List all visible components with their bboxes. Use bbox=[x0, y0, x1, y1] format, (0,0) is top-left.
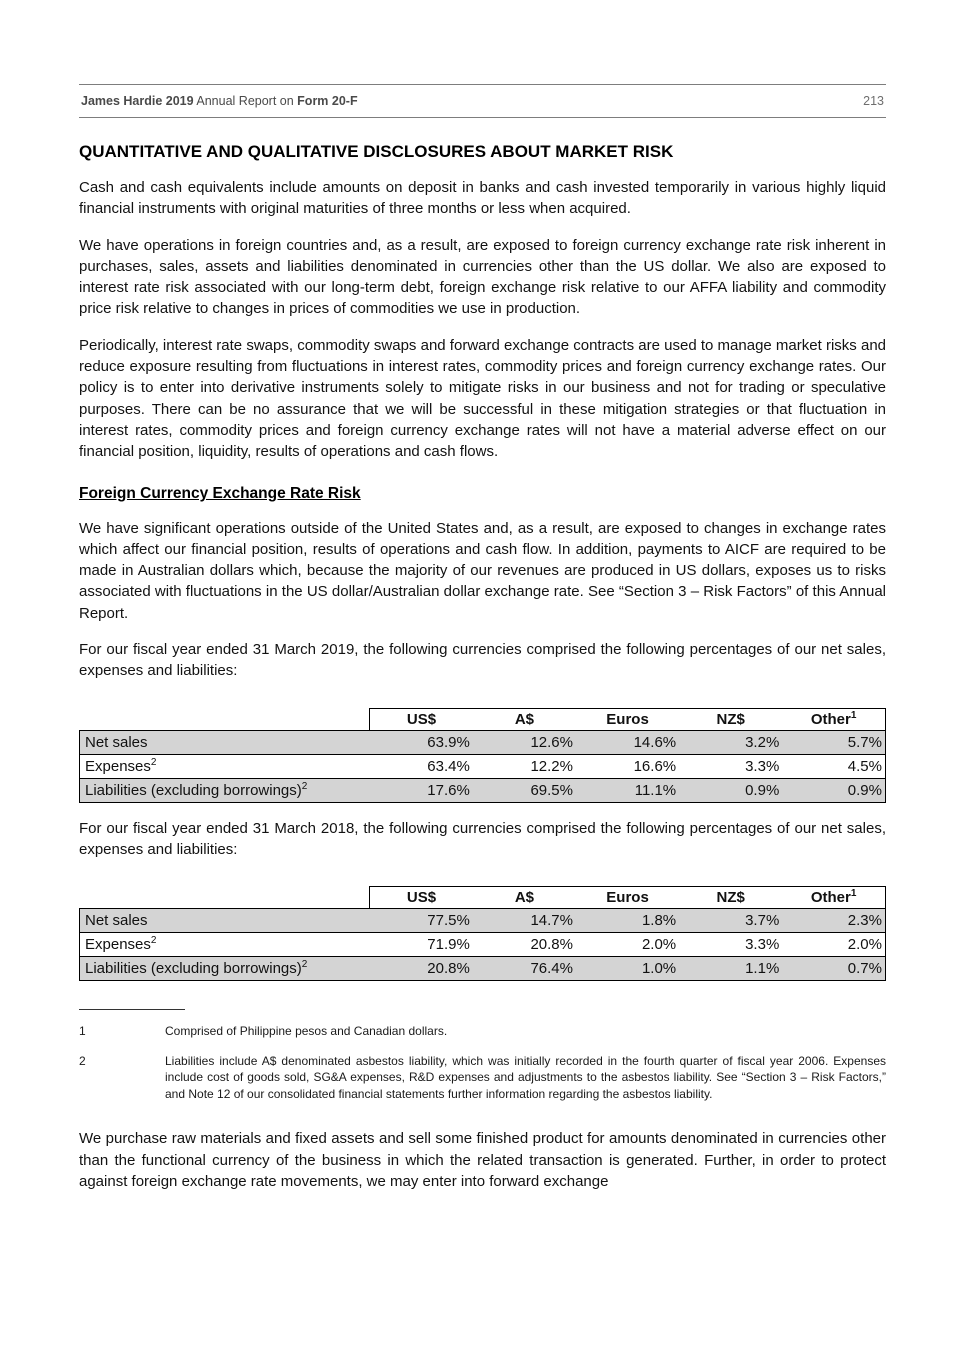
document-title: QUANTITATIVE AND QUALITATIVE DISCLOSURES ABOUT MARKET RISK bbox=[79, 142, 674, 161]
column-header-other: Other$^1$ bbox=[782, 708, 885, 730]
report-title-company: James Hardie 2019 bbox=[81, 94, 194, 108]
fy2019-currency-table bbox=[79, 708, 886, 803]
cell-value: 2.0% bbox=[576, 933, 679, 957]
cell-value: 1.1% bbox=[679, 957, 782, 981]
paragraph-fy2019-intro: For our fiscal year ended 31 March 2019, the following currencies comprised the following percentages of our net sales, expenses and liabilities: bbox=[79, 641, 886, 680]
table-row-net-sales bbox=[80, 909, 886, 933]
cell-value: 1.0% bbox=[576, 957, 679, 981]
row-label: Expenses$^2$ bbox=[80, 933, 370, 957]
row-label: Expenses$^2$ bbox=[80, 754, 370, 778]
header-bottom-rule bbox=[79, 117, 886, 118]
cell-value: 20.8% bbox=[473, 933, 576, 957]
report-title-middle: Annual Report on bbox=[196, 94, 294, 108]
column-header-usd: US$ bbox=[370, 887, 473, 909]
paragraph-closing: We purchase raw materials and fixed assets and sell some finished product for amounts denominated in currencies other than the functional currency of the business in which the related transaction is generated. Further, in order to protect against foreign exchange rate movements, we may enter into forward exchange bbox=[79, 1130, 886, 1191]
cell-value: 71.9% bbox=[370, 933, 473, 957]
cell-value: 17.6% bbox=[370, 778, 473, 802]
cell-value: 4.5% bbox=[782, 754, 885, 778]
cell-value: 3.2% bbox=[679, 730, 782, 754]
row-label: Net sales bbox=[80, 909, 370, 933]
cell-value: 0.7% bbox=[782, 957, 885, 981]
footnote-number: 2 bbox=[79, 1053, 86, 1068]
footnote-1 bbox=[79, 1023, 886, 1040]
row-label: Net sales bbox=[80, 730, 370, 754]
column-header-nzd: NZ$ bbox=[679, 708, 782, 730]
table-row-liabilities bbox=[80, 778, 886, 802]
column-header-usd: US$ bbox=[370, 708, 473, 730]
cell-value: 63.9% bbox=[370, 730, 473, 754]
cell-value: 14.6% bbox=[576, 730, 679, 754]
footnote-text: Comprised of Philippine pesos and Canadian dollars. bbox=[165, 1024, 448, 1039]
table-row-expenses bbox=[80, 754, 886, 778]
column-header-other: Other$^1$ bbox=[782, 887, 885, 909]
column-header-aud: A$ bbox=[473, 887, 576, 909]
fy2018-currency-table bbox=[79, 886, 886, 981]
footnote-text: Liabilities include A$ denominated asbestos liability, which was initially recorded in the fourth quarter of fiscal year 2006. Expenses include cost of goods sold, SG&A expenses, R&D expenses and adjustments to the asbestos liability. See “Section 3 – Risk Factors,” and Note 12 of our consolidated financial statements further information regarding the asbestos liability. bbox=[165, 1053, 886, 1101]
cell-value: 0.9% bbox=[679, 778, 782, 802]
cell-value: 1.8% bbox=[576, 909, 679, 933]
column-header-aud: A$ bbox=[473, 708, 576, 730]
table-header-row bbox=[80, 887, 886, 909]
footnote-number: 1 bbox=[79, 1024, 86, 1039]
cell-value: 76.4% bbox=[473, 957, 576, 981]
paragraph-derivatives-policy: Periodically, interest rate swaps, commodity swaps and forward exchange contracts are used to manage market risks and reduce exposure resulting from fluctuations in interest rates, commodity prices and foreign currency exchange rates. Our policy is to enter into derivative instruments solely to mitigate risks in our business and not for trading or speculative purposes. There can be no assurance that we will be successful in these mitigation strategies or that fluctuation in interest rates, commodity prices and foreign currency exchange rates will not have a material adverse effect on our financial position, liquidity, results of operations and cash flows. bbox=[79, 336, 886, 461]
section-heading-fx-risk: Foreign Currency Exchange Rate Risk bbox=[79, 484, 361, 502]
report-title-form: Form 20-F bbox=[297, 94, 358, 108]
cell-value: 14.7% bbox=[473, 909, 576, 933]
paragraph-fy2018-intro: For our fiscal year ended 31 March 2018, the following currencies comprised the following percentages of our net sales, expenses and liabilities: bbox=[79, 819, 886, 858]
paragraph-cash-equivalents: Cash and cash equivalents include amounts on deposit in banks and cash invested temporarily in various highly liquid financial instruments with original maturities of three months or less when acquired. bbox=[79, 179, 886, 218]
empty-header-cell bbox=[80, 708, 370, 730]
report-title bbox=[81, 94, 358, 108]
table-row-net-sales bbox=[80, 730, 886, 754]
table-row-liabilities bbox=[80, 957, 886, 981]
table-header-row bbox=[80, 708, 886, 730]
cell-value: 77.5% bbox=[370, 909, 473, 933]
cell-value: 20.8% bbox=[370, 957, 473, 981]
cell-value: 3.3% bbox=[679, 754, 782, 778]
cell-value: 16.6% bbox=[576, 754, 679, 778]
cell-value: 3.3% bbox=[679, 933, 782, 957]
row-label: Liabilities (excluding borrowings)$^2$ bbox=[80, 778, 370, 802]
page-number: 213 bbox=[863, 94, 884, 108]
footnote-2 bbox=[79, 1053, 886, 1103]
cell-value: 63.4% bbox=[370, 754, 473, 778]
page-header bbox=[79, 85, 886, 117]
cell-value: 0.9% bbox=[782, 778, 885, 802]
empty-header-cell bbox=[80, 887, 370, 909]
paragraph-fx-exposure: We have significant operations outside of the United States and, as a result, are exposed to changes in exchange rates which affect our financial position, results of operations and cash flow. In addition, payments to AICF are required to be made in Australian dollars which, because the majority of our revenues are produced in US dollars, exposes us to risks associated with fluctuations in the US dollar/Australian dollar exchange rate. See “Section 3 – Risk Factors” of this Annual Report. bbox=[79, 519, 886, 622]
column-header-euros: Euros bbox=[576, 887, 679, 909]
footnote-separator bbox=[79, 1009, 185, 1010]
cell-value: 5.7% bbox=[782, 730, 885, 754]
cell-value: 11.1% bbox=[576, 778, 679, 802]
cell-value: 2.3% bbox=[782, 909, 885, 933]
cell-value: 2.0% bbox=[782, 933, 885, 957]
cell-value: 12.2% bbox=[473, 754, 576, 778]
column-header-euros: Euros bbox=[576, 708, 679, 730]
cell-value: 3.7% bbox=[679, 909, 782, 933]
row-label: Liabilities (excluding borrowings)$^2$ bbox=[80, 957, 370, 981]
paragraph-foreign-operations: We have operations in foreign countries and, as a result, are exposed to foreign currency exchange rate risk inherent in purchases, sales, assets and liabilities denominated in currencies other than the US dollar. We also are exposed to interest rate risk associated with our long-term debt, foreign exchange risk relative to our AFFA liability and commodity price risk relative to changes in prices of commodities we use in production. bbox=[79, 236, 886, 318]
cell-value: 69.5% bbox=[473, 778, 576, 802]
column-header-nzd: NZ$ bbox=[679, 887, 782, 909]
cell-value: 12.6% bbox=[473, 730, 576, 754]
table-row-expenses bbox=[80, 933, 886, 957]
